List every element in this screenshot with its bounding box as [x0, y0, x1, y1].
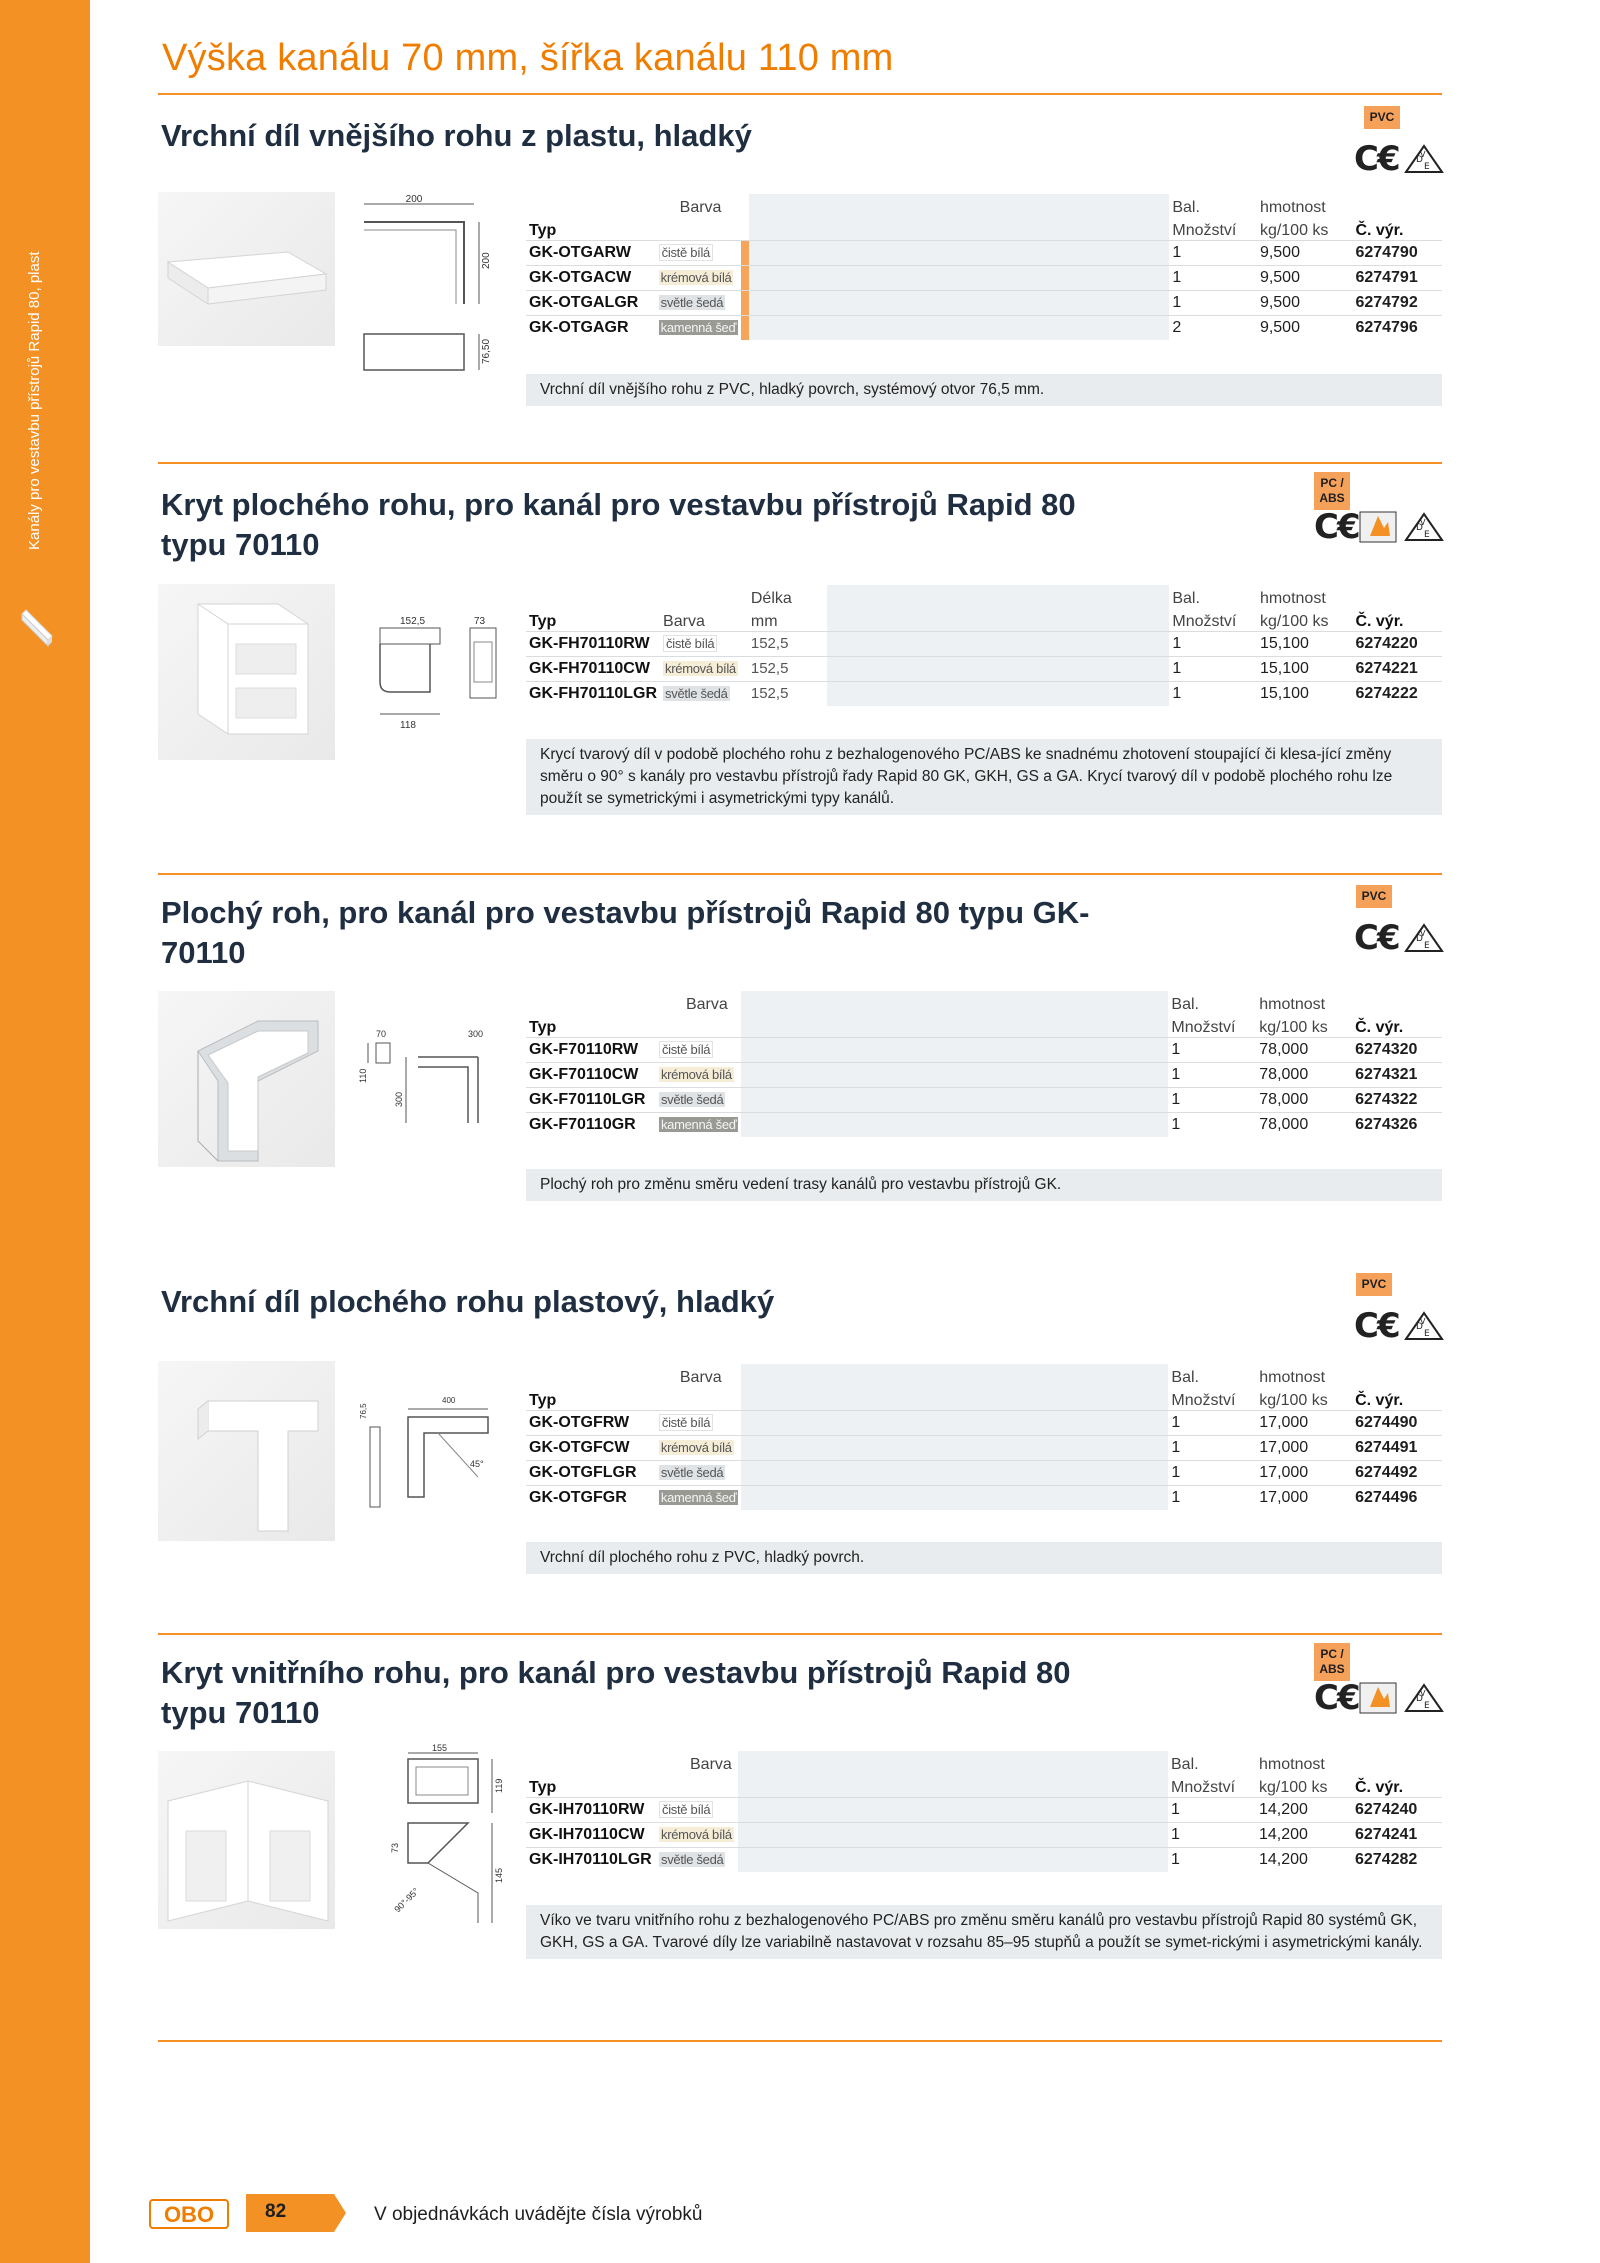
col-header-mnozstvi: Množství	[1171, 1778, 1236, 1796]
section-divider	[158, 1633, 1442, 1635]
col-header-cislo: Č. výr.	[1355, 221, 1404, 239]
ce-flame-vde-marks-icon	[1314, 508, 1444, 544]
quantity: 1	[1169, 265, 1257, 290]
svg-text:E: E	[1424, 1701, 1430, 1711]
table-row	[526, 290, 1442, 315]
dimension-label: 152,5	[400, 616, 426, 627]
article-number: 6274322	[1352, 1087, 1442, 1112]
article-number: 6274326	[1352, 1112, 1442, 1137]
table-row	[526, 1485, 1442, 1510]
quantity: 1	[1169, 681, 1257, 706]
color-swatch: kamenná šeď	[660, 319, 737, 335]
col-header-mnozstvi: Množství	[1171, 1018, 1236, 1036]
table-row	[526, 240, 1442, 265]
table-row	[526, 1112, 1442, 1137]
dimension-label: 45°	[470, 1459, 484, 1469]
color-swatch: čistě bílá	[659, 1041, 713, 1058]
weight: 9,500	[1257, 290, 1353, 315]
svg-text:V: V	[1420, 1689, 1426, 1698]
article-number: 6274491	[1352, 1435, 1442, 1460]
weight: 17,000	[1256, 1410, 1352, 1435]
weight: 15,100	[1257, 631, 1353, 656]
section-title: Kryt vnitřního rohu, pro kanál pro vestavbu přístrojů Rapid 80 typu 70110	[161, 1655, 1071, 1730]
col-header-mm: mm	[750, 612, 778, 630]
type-code: GK-OTGFLGR	[526, 1460, 656, 1485]
quantity: 1	[1168, 1112, 1256, 1137]
dimension-label: 300	[468, 1029, 484, 1039]
type-code: GK-F70110GR	[526, 1112, 656, 1137]
material-badge: PVC	[1364, 106, 1400, 129]
weight: 15,100	[1257, 656, 1353, 681]
color-swatch: krémová bílá	[660, 269, 732, 285]
svg-text:C€: C€	[1314, 1679, 1359, 1715]
dimension-label: 70	[376, 1029, 387, 1039]
col-header-kg: kg/100 ks	[1259, 1778, 1328, 1796]
ce-flame-vde-marks-icon	[1314, 1679, 1444, 1715]
col-header-kg: kg/100 ks	[1259, 612, 1329, 630]
svg-text:C€: C€	[1354, 1307, 1399, 1343]
svg-text:V: V	[1420, 518, 1426, 527]
product-description: Krycí tvarový díl v podobě plochého rohu z bezhalogenového PC/ABS ke snadnému zhotovení stoupající či klesa-jící změny směru o 90° s kanály pro vestavbu přístrojů řady Rapid 80 GK, GKH, GS a GA. Krycí tvarový díl v podobě plochého rohu lze použít se symetrickými i asymetrickými typy kanálů.	[526, 739, 1442, 815]
page-number-tab	[246, 2194, 346, 2232]
type-code: GK-IH70110RW	[526, 1797, 656, 1822]
col-header-hmotnost: hmotnost	[1259, 1756, 1325, 1773]
quantity: 1	[1168, 1410, 1256, 1435]
color-swatch: světle šedá	[660, 294, 724, 310]
color-swatch: krémová bílá	[660, 1439, 732, 1455]
product-section-inner-corner-cover	[158, 1633, 1442, 2053]
section-title: Vrchní díl vnějšího rohu z plastu, hladký	[161, 118, 752, 153]
article-number: 6274240	[1352, 1797, 1442, 1822]
col-header-bal: Bal.	[1171, 996, 1199, 1013]
length: 152,5	[748, 681, 827, 706]
svg-text:V: V	[1420, 1317, 1426, 1326]
col-header-bal: Bal.	[1172, 199, 1200, 216]
dimension-label: 118	[400, 720, 416, 731]
product-section-flat-corner	[158, 873, 1442, 1213]
dimension-label: 200	[405, 194, 423, 205]
dimension-label: 400	[442, 1396, 456, 1405]
product-section-outer-corner-top	[158, 94, 1442, 414]
color-swatch: světle šedá	[665, 685, 728, 701]
color-swatch: kamenná šeď	[660, 1116, 737, 1132]
color-swatch: čistě bílá	[659, 244, 713, 261]
article-number: 6274282	[1352, 1847, 1442, 1872]
quantity: 1	[1168, 1435, 1256, 1460]
article-number: 6274241	[1352, 1822, 1442, 1847]
dimension-drawing	[370, 612, 515, 732]
weight: 78,000	[1256, 1087, 1352, 1112]
svg-text:D: D	[1416, 1694, 1423, 1704]
color-swatch: krémová bílá	[660, 1066, 732, 1082]
length: 152,5	[748, 656, 827, 681]
ce-vde-marks-icon	[1354, 919, 1444, 955]
quantity: 1	[1168, 1485, 1256, 1510]
product-description: Víko ve tvaru vnitřního rohu z bezhalogenového PC/ABS pro změnu směru kanálů pro vestavbu přístrojů Rapid 80 systémů GK, GKH, GS a GA. Tvarové díly lze variabilně nastavovat v rozsahu 85–95 stupňů a použít se symet-rickými i asymetrickými kanály.	[526, 1905, 1442, 1959]
col-header-kg: kg/100 ks	[1259, 221, 1329, 239]
type-code: GK-F70110CW	[526, 1062, 656, 1087]
product-section-flat-corner-top	[158, 1247, 1442, 1577]
article-number: 6274222	[1352, 681, 1442, 706]
type-code: GK-FH70110CW	[526, 656, 660, 681]
weight: 78,000	[1256, 1112, 1352, 1137]
quantity: 1	[1168, 1847, 1256, 1872]
svg-text:D: D	[1416, 155, 1423, 165]
article-number: 6274320	[1352, 1037, 1442, 1062]
svg-text:E: E	[1424, 941, 1430, 951]
col-header-delka: Délka	[750, 590, 792, 607]
type-code: GK-IH70110CW	[526, 1822, 656, 1847]
product-table	[526, 585, 1442, 706]
weight: 17,000	[1256, 1485, 1352, 1510]
weight: 78,000	[1256, 1062, 1352, 1087]
svg-text:D: D	[1416, 1322, 1423, 1332]
page-number: 82	[265, 2201, 287, 2222]
svg-text:D: D	[1416, 523, 1423, 533]
color-swatch: světle šedá	[661, 1851, 724, 1867]
weight: 14,200	[1256, 1847, 1352, 1872]
weight: 9,500	[1257, 240, 1353, 265]
col-header-mnozstvi: Množství	[1172, 612, 1237, 630]
product-photo	[158, 1751, 335, 1929]
svg-text:E: E	[1424, 162, 1430, 172]
col-header-hmotnost: hmotnost	[1259, 996, 1326, 1013]
dimension-label: 90°-95°	[392, 1885, 421, 1915]
weight: 15,100	[1257, 681, 1353, 706]
weight: 14,200	[1256, 1822, 1352, 1847]
dimension-label: 145	[494, 1867, 504, 1883]
table-row	[526, 631, 1442, 656]
section-title: Vrchní díl plochého rohu plastový, hladký	[161, 1284, 775, 1319]
color-swatch: čistě bílá	[659, 1414, 713, 1431]
col-header-cislo: Č. výr.	[1355, 1018, 1404, 1036]
col-header-barva: Barva	[690, 1756, 732, 1773]
material-badge: PC / ABS	[1314, 472, 1350, 510]
svg-text:C€: C€	[1354, 919, 1399, 955]
col-header-typ: Typ	[529, 221, 557, 239]
table-row	[526, 1087, 1442, 1112]
col-header-mnozstvi: Množství	[1171, 1391, 1236, 1409]
color-swatch: krémová bílá	[665, 660, 736, 676]
weight: 78,000	[1256, 1037, 1352, 1062]
svg-text:V: V	[1420, 150, 1426, 159]
dimension-label: 155	[432, 1743, 448, 1753]
type-code: GK-F70110LGR	[526, 1087, 656, 1112]
quantity: 1	[1169, 631, 1257, 656]
svg-text:V: V	[1420, 929, 1426, 938]
svg-text:E: E	[1424, 1329, 1430, 1339]
col-header-barva: Barva	[685, 996, 728, 1013]
page-title: Výška kanálu 70 mm, šířka kanálu 110 mm	[162, 37, 894, 79]
article-number: 6274496	[1352, 1485, 1442, 1510]
product-photo	[158, 192, 335, 346]
material-badge: PC / ABS	[1314, 1643, 1350, 1681]
col-header-mnozstvi: Množství	[1172, 221, 1237, 239]
table-row	[526, 1460, 1442, 1485]
type-code: GK-OTGACW	[526, 265, 656, 290]
type-code: GK-OTGARW	[526, 240, 656, 265]
dimension-label: 110	[358, 1068, 368, 1083]
dimension-drawing	[368, 1743, 518, 1943]
ce-vde-marks-icon	[1354, 140, 1444, 176]
article-number: 6274790	[1352, 240, 1442, 265]
obo-logo	[148, 2197, 230, 2231]
product-photo	[158, 1361, 335, 1541]
table-row	[526, 1062, 1442, 1087]
article-number: 6274220	[1352, 631, 1442, 656]
sidebar-label: Kanály pro vestavbu přístrojů Rapid 80, plast	[26, 251, 43, 550]
type-code: GK-OTGAGR	[526, 315, 656, 340]
weight: 17,000	[1256, 1460, 1352, 1485]
col-header-hmotnost: hmotnost	[1259, 199, 1326, 216]
article-number: 6274791	[1352, 265, 1442, 290]
svg-text:E: E	[1424, 530, 1430, 540]
svg-text:C€: C€	[1354, 140, 1399, 176]
color-swatch: kamenná šeď	[660, 1489, 737, 1505]
col-header-hmotnost: hmotnost	[1259, 590, 1326, 607]
type-code: GK-FH70110RW	[526, 631, 660, 656]
type-code: GK-FH70110LGR	[526, 681, 660, 706]
dimension-drawing	[358, 1023, 508, 1133]
article-number: 6274321	[1352, 1062, 1442, 1087]
col-header-barva: Barva	[679, 199, 722, 216]
weight: 17,000	[1256, 1435, 1352, 1460]
table-row	[526, 681, 1442, 706]
col-header-kg: kg/100 ks	[1259, 1391, 1328, 1409]
col-header-cislo: Č. výr.	[1355, 1778, 1404, 1796]
product-section-flat-corner-cover	[158, 462, 1442, 822]
dimension-label: 119	[494, 1778, 504, 1793]
article-number: 6274492	[1352, 1460, 1442, 1485]
type-code: GK-OTGALGR	[526, 290, 656, 315]
color-swatch: čistě bílá	[659, 1801, 713, 1818]
dimension-drawing	[354, 194, 504, 374]
product-table	[526, 1364, 1442, 1510]
product-table	[526, 991, 1442, 1137]
table-row	[526, 315, 1442, 340]
product-photo	[158, 991, 335, 1167]
dimension-label: 76,50	[481, 338, 492, 364]
table-row	[526, 656, 1442, 681]
material-badge: PVC	[1356, 1273, 1392, 1296]
product-table	[526, 194, 1442, 340]
weight: 9,500	[1257, 265, 1353, 290]
quantity: 1	[1168, 1062, 1256, 1087]
table-row	[526, 1037, 1442, 1062]
article-number: 6274796	[1352, 315, 1442, 340]
color-swatch: světle šedá	[660, 1091, 724, 1107]
quantity: 1	[1168, 1797, 1256, 1822]
type-code: GK-OTGFCW	[526, 1435, 656, 1460]
table-row	[526, 1847, 1442, 1872]
product-description: Plochý roh pro změnu směru vedení trasy kanálů pro vestavbu přístrojů GK.	[526, 1169, 1442, 1201]
quantity: 1	[1168, 1037, 1256, 1062]
quantity: 1	[1169, 656, 1257, 681]
table-row	[526, 1435, 1442, 1460]
dimension-drawing	[358, 1387, 508, 1517]
col-header-barva: Barva	[663, 612, 705, 630]
col-header-typ: Typ	[529, 1778, 557, 1796]
type-code: GK-F70110RW	[526, 1037, 656, 1062]
dimension-label: 73	[474, 616, 486, 627]
product-table	[526, 1751, 1442, 1872]
ce-vde-marks-icon	[1354, 1307, 1444, 1343]
col-header-cislo: Č. výr.	[1355, 1391, 1404, 1409]
quantity: 1	[1169, 240, 1257, 265]
dimension-label: 200	[481, 252, 492, 269]
color-swatch: světle šedá	[660, 1464, 724, 1480]
col-header-kg: kg/100 ks	[1259, 1018, 1328, 1036]
weight: 14,200	[1256, 1797, 1352, 1822]
article-number: 6274792	[1352, 290, 1442, 315]
dimension-label: 76,5	[359, 1403, 368, 1419]
quantity: 1	[1168, 1822, 1256, 1847]
col-header-cislo: Č. výr.	[1355, 612, 1404, 630]
dimension-label: 300	[394, 1091, 404, 1107]
col-header-bal: Bal.	[1171, 1756, 1199, 1773]
svg-text:C€: C€	[1314, 508, 1359, 544]
table-row	[526, 265, 1442, 290]
section-title: Kryt plochého rohu, pro kanál pro vestavbu přístrojů Rapid 80 typu 70110	[161, 487, 1076, 562]
cable-channel-icon	[18, 600, 58, 650]
col-header-typ: Typ	[529, 1391, 557, 1409]
section-divider	[158, 873, 1442, 875]
length: 152,5	[748, 631, 827, 656]
col-header-barva: Barva	[679, 1369, 722, 1386]
table-row	[526, 1822, 1442, 1847]
article-number: 6274221	[1352, 656, 1442, 681]
type-code: GK-IH70110LGR	[526, 1847, 656, 1872]
type-code: GK-OTGFGR	[526, 1485, 656, 1510]
quantity: 1	[1168, 1087, 1256, 1112]
col-header-bal: Bal.	[1172, 590, 1200, 607]
section-divider	[158, 462, 1442, 464]
col-header-typ: Typ	[529, 1018, 557, 1036]
quantity: 1	[1169, 290, 1257, 315]
footer-note: V objednávkách uvádějte čísla výrobků	[374, 2204, 703, 2225]
weight: 9,500	[1257, 315, 1353, 340]
color-swatch: krémová bílá	[661, 1826, 732, 1842]
quantity: 1	[1168, 1460, 1256, 1485]
product-description: Vrchní díl plochého rohu z PVC, hladký povrch.	[526, 1542, 1442, 1574]
table-row	[526, 1410, 1442, 1435]
dimension-label: 73	[390, 1842, 400, 1853]
material-badge: PVC	[1356, 885, 1392, 908]
col-header-typ: Typ	[529, 612, 557, 630]
product-photo	[158, 584, 335, 760]
table-row	[526, 1797, 1442, 1822]
section-divider	[158, 2040, 1442, 2042]
svg-text:D: D	[1416, 934, 1423, 944]
brand-logo-text: OBO	[163, 2202, 215, 2227]
product-description: Vrchní díl vnějšího rohu z PVC, hladký povrch, systémový otvor 76,5 mm.	[526, 374, 1442, 406]
sidebar	[0, 0, 90, 2263]
col-header-hmotnost: hmotnost	[1259, 1369, 1326, 1386]
section-title: Plochý roh, pro kanál pro vestavbu přístrojů Rapid 80 typu GK-70110	[161, 895, 1090, 970]
color-swatch: čistě bílá	[663, 635, 717, 652]
type-code: GK-OTGFRW	[526, 1410, 656, 1435]
quantity: 2	[1169, 315, 1257, 340]
article-number: 6274490	[1352, 1410, 1442, 1435]
col-header-bal: Bal.	[1171, 1369, 1199, 1386]
